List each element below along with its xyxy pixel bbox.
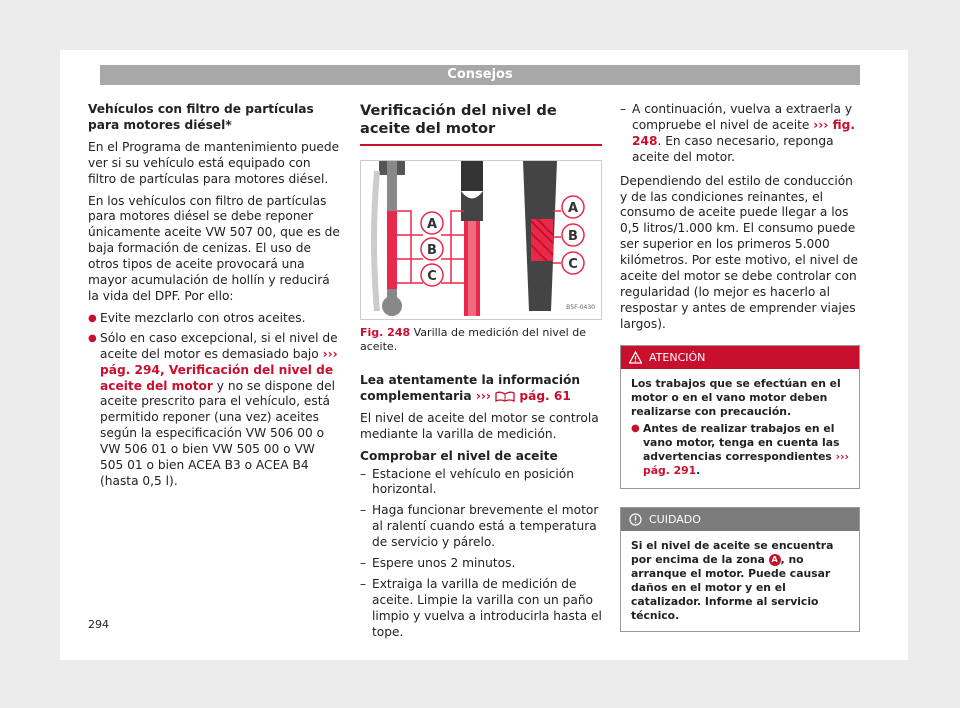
step-5: – A continuación, vuelva a extraerla y compruebe el nivel de aceite ››› fig. 248. En caso necesario, reponga aceite del motor.: [620, 102, 860, 166]
step-4: – Extraiga la varilla de medición de aceite. Limpie la varilla con un paño limpio y vuelva a introducirla hasta el tope.: [360, 577, 602, 641]
warning-bullet: ● Antes de realizar trabajos en el vano motor, tenga en cuenta las advertencias correspondientes ››› pág. 291.: [631, 422, 849, 478]
caution-header: CUIDADO: [621, 508, 859, 531]
dipstick-right: [523, 161, 557, 311]
dpf-paragraph-1: En el Programa de mantenimiento puede ver si su vehículo está equipado con filtro de partículas para motores diésel.: [88, 139, 340, 186]
figure-code: B5F-0430: [566, 304, 595, 312]
page-291-link[interactable]: ››› pág. 291: [643, 449, 849, 477]
figure-caption: Fig. 248 Varilla de medición del nivel de aceite.: [360, 326, 586, 353]
warning-box: [620, 345, 860, 489]
dpf-bullet-1: ● Evite mezclarlo con otros aceites.: [88, 311, 340, 327]
dipstick-figure: [360, 160, 602, 320]
book-icon: [495, 391, 515, 402]
svg-text:B: B: [568, 229, 578, 244]
section-title: Verificación del nivel de aceite del motor: [360, 102, 602, 146]
warning-triangle-icon: [629, 351, 642, 364]
level-label-b-center: [421, 238, 443, 260]
svg-text:C: C: [427, 269, 437, 284]
caution-body: Si el nivel de aceite se encuentra por encima de la zona A , no arranque el motor. Puede causar daños en el motor y en el catalizador. Informe al servicio técnico.: [631, 538, 834, 622]
step-3: – Espere unos 2 minutos.: [360, 556, 602, 572]
dipstick-center: [461, 161, 483, 316]
svg-text:B: B: [427, 243, 437, 258]
level-label-b-right: [562, 224, 584, 246]
dpf-bullet-2: ● Sólo en caso excepcional, si el nivel de aceite del motor es demasiado bajo ››› pág. 294, Verificación del nivel de aceite del motor y no se dispone del aceite prescrito para el vehículo, está permitido reponer (una vez) aceites según la especificación VW 506 00 o VW 506 01 o bien VW 505 00 o VW 505 01 o bien ACEA B3 o ACEA B4 (hasta 0,5 l).: [88, 331, 340, 490]
column-1: [88, 102, 340, 494]
check-oil-subheading: Comprobar el nivel de aceite: [360, 448, 558, 463]
dpf-heading: Vehículos con filtro de partículas para motores diésel*: [88, 102, 314, 132]
column-2: [360, 102, 602, 646]
step-1: – Estacione el vehículo en posición horizontal.: [360, 467, 602, 499]
warning-body: Los trabajos que se efectúan en el motor o en el vano motor deben realizarse con precaución. ● Antes de realizar trabajos en el vano motor, tenga en cuenta las advertencias correspondientes ››› pág. 291.: [621, 369, 859, 488]
document-page: [60, 50, 908, 660]
consumption-paragraph: Dependiendo del estilo de conducción y de las condiciones reinantes, el consumo de aceite puede llegar a los 0,5 litros/1.000 km. El consumo puede ser superior en los primeros 5.000 kilómetros. Por este motivo, el nivel de aceite del motor se debe controlar con regularidad (lo mejor es hacerlo al respostar y antes de emprender viajes largos).: [620, 173, 858, 331]
level-label-a-center: [421, 212, 443, 234]
fig-248-link[interactable]: ››› fig. 248: [632, 117, 855, 148]
dipstick-left: [374, 161, 405, 316]
chapter-header: Consejos: [100, 65, 860, 85]
svg-text:C: C: [568, 257, 578, 272]
supplementary-note: Lea atentamente la información complementaria ››› pág. 61: [360, 373, 581, 403]
svg-text:A: A: [426, 217, 438, 232]
zone-a-badge: A: [769, 554, 781, 566]
dipstick-illustration: [361, 161, 601, 319]
dpf-paragraph-2: En los vehículos con filtro de partículas para motores diésel se debe reponer únicamente aceite VW 507 00, que es de baja formación de cenizas. El uso de otros tipos de aceite provocará una mayor acumulación de hollín y reducirá la vida del DPF. Por ello:: [88, 193, 340, 303]
warning-header: ATENCIÓN: [621, 346, 859, 369]
caution-box: [620, 507, 860, 632]
page-number: 294: [88, 618, 109, 631]
page-61-link[interactable]: pág. 61: [515, 388, 571, 403]
info-circle-icon: [629, 513, 642, 526]
svg-text:A: A: [567, 201, 579, 216]
column-3: [620, 102, 860, 632]
level-label-c-right: [562, 252, 584, 274]
oil-check-link[interactable]: ››› pág. 294, Verificación del nivel de aceite del motor: [100, 346, 338, 393]
oil-level-paragraph: El nivel de aceite del motor se controla mediante la varilla de medición.: [360, 410, 599, 441]
step-2: – Haga funcionar brevemente el motor al ralentí cuando está a temperatura de servicio y párelo.: [360, 503, 602, 551]
level-label-c-center: [421, 264, 443, 286]
level-label-a-right: [562, 196, 584, 218]
